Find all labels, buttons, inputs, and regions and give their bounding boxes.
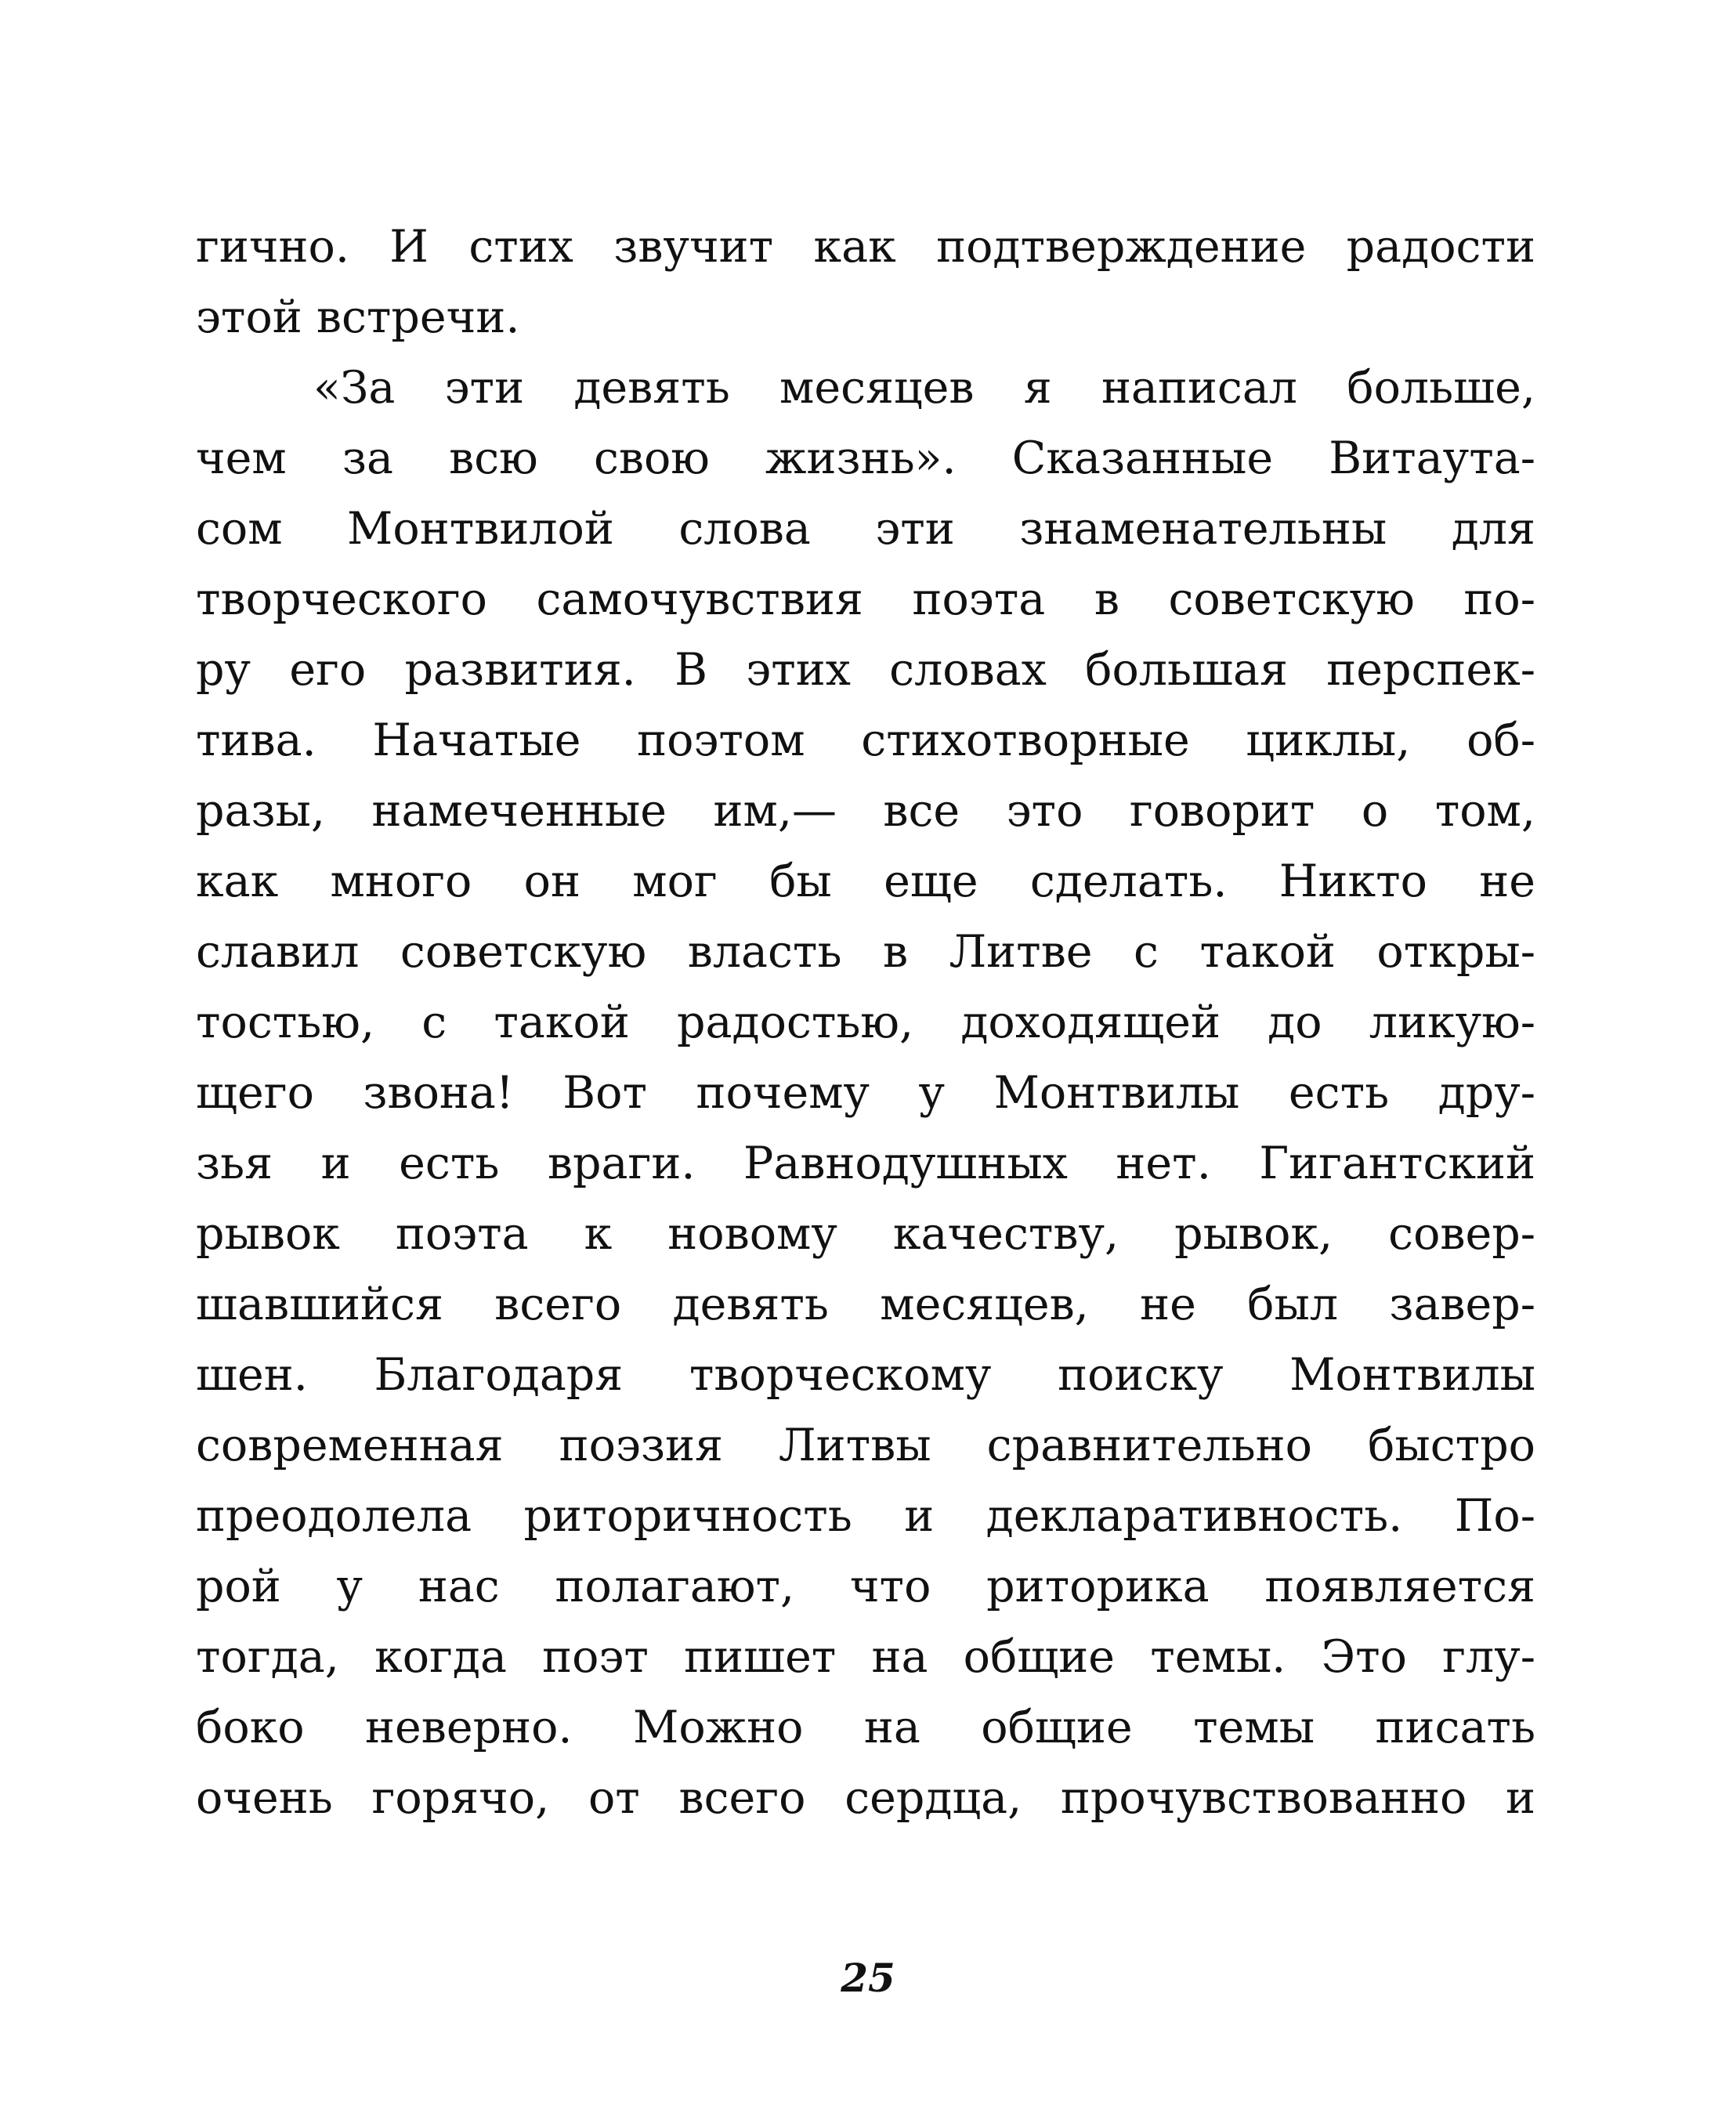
text-line: гично. И стих звучит как подтверждение радости	[196, 221, 1535, 273]
text-line: шен. Благодаря творческому поиску Монтвилы	[196, 1349, 1535, 1401]
text-line: тогда, когда поэт пишет на общие темы. Это глу-	[196, 1631, 1535, 1683]
text-line: тива. Начатые поэтом стихотворные циклы, об-	[196, 715, 1535, 766]
text-line: боко неверно. Можно на общие темы писать	[196, 1702, 1535, 1753]
text-line: как много он мог бы еще сделать. Никто не	[196, 856, 1535, 907]
text-line: щего звона! Вот почему у Монтвилы есть дру-	[196, 1067, 1535, 1119]
body-text	[196, 212, 1535, 1833]
text-line: современная поэзия Литвы сравнительно быстро	[196, 1420, 1535, 1471]
text-line: этой встречи.	[196, 291, 520, 343]
text-line: творческого самочувствия поэта в советскую по-	[196, 573, 1535, 625]
text-line: зья и есть враги. Равнодушных нет. Гигантский	[196, 1138, 1535, 1189]
text-line: ру его развития. В этих словах большая перспек-	[196, 644, 1535, 696]
text-line: тостью, с такой радостью, доходящей до ликую-	[196, 997, 1535, 1048]
text-line: «За эти девять месяцев я написал больше,	[313, 362, 1535, 414]
text-line: преодолела риторичность и декларативность. По-	[196, 1490, 1535, 1542]
page-number: 25	[841, 1955, 895, 2001]
text-line: чем за всю свою жизнь». Сказанные Витаута-	[196, 432, 1535, 484]
text-line: очень горячо, от всего сердца, прочувствованно и	[196, 1772, 1535, 1824]
text-line: разы, намеченные им,— все это говорит о том,	[196, 785, 1535, 837]
text-line: шавшийся всего девять месяцев, не был завер-	[196, 1279, 1535, 1330]
text-line: рывок поэта к новому качеству, рывок, совер-	[196, 1208, 1535, 1260]
text-line: славил советскую власть в Литве с такой откры-	[196, 926, 1535, 978]
text-line: сом Монтвилой слова эти знаменательны для	[196, 503, 1535, 555]
text-line: рой у нас полагают, что риторика появляется	[196, 1561, 1535, 1612]
